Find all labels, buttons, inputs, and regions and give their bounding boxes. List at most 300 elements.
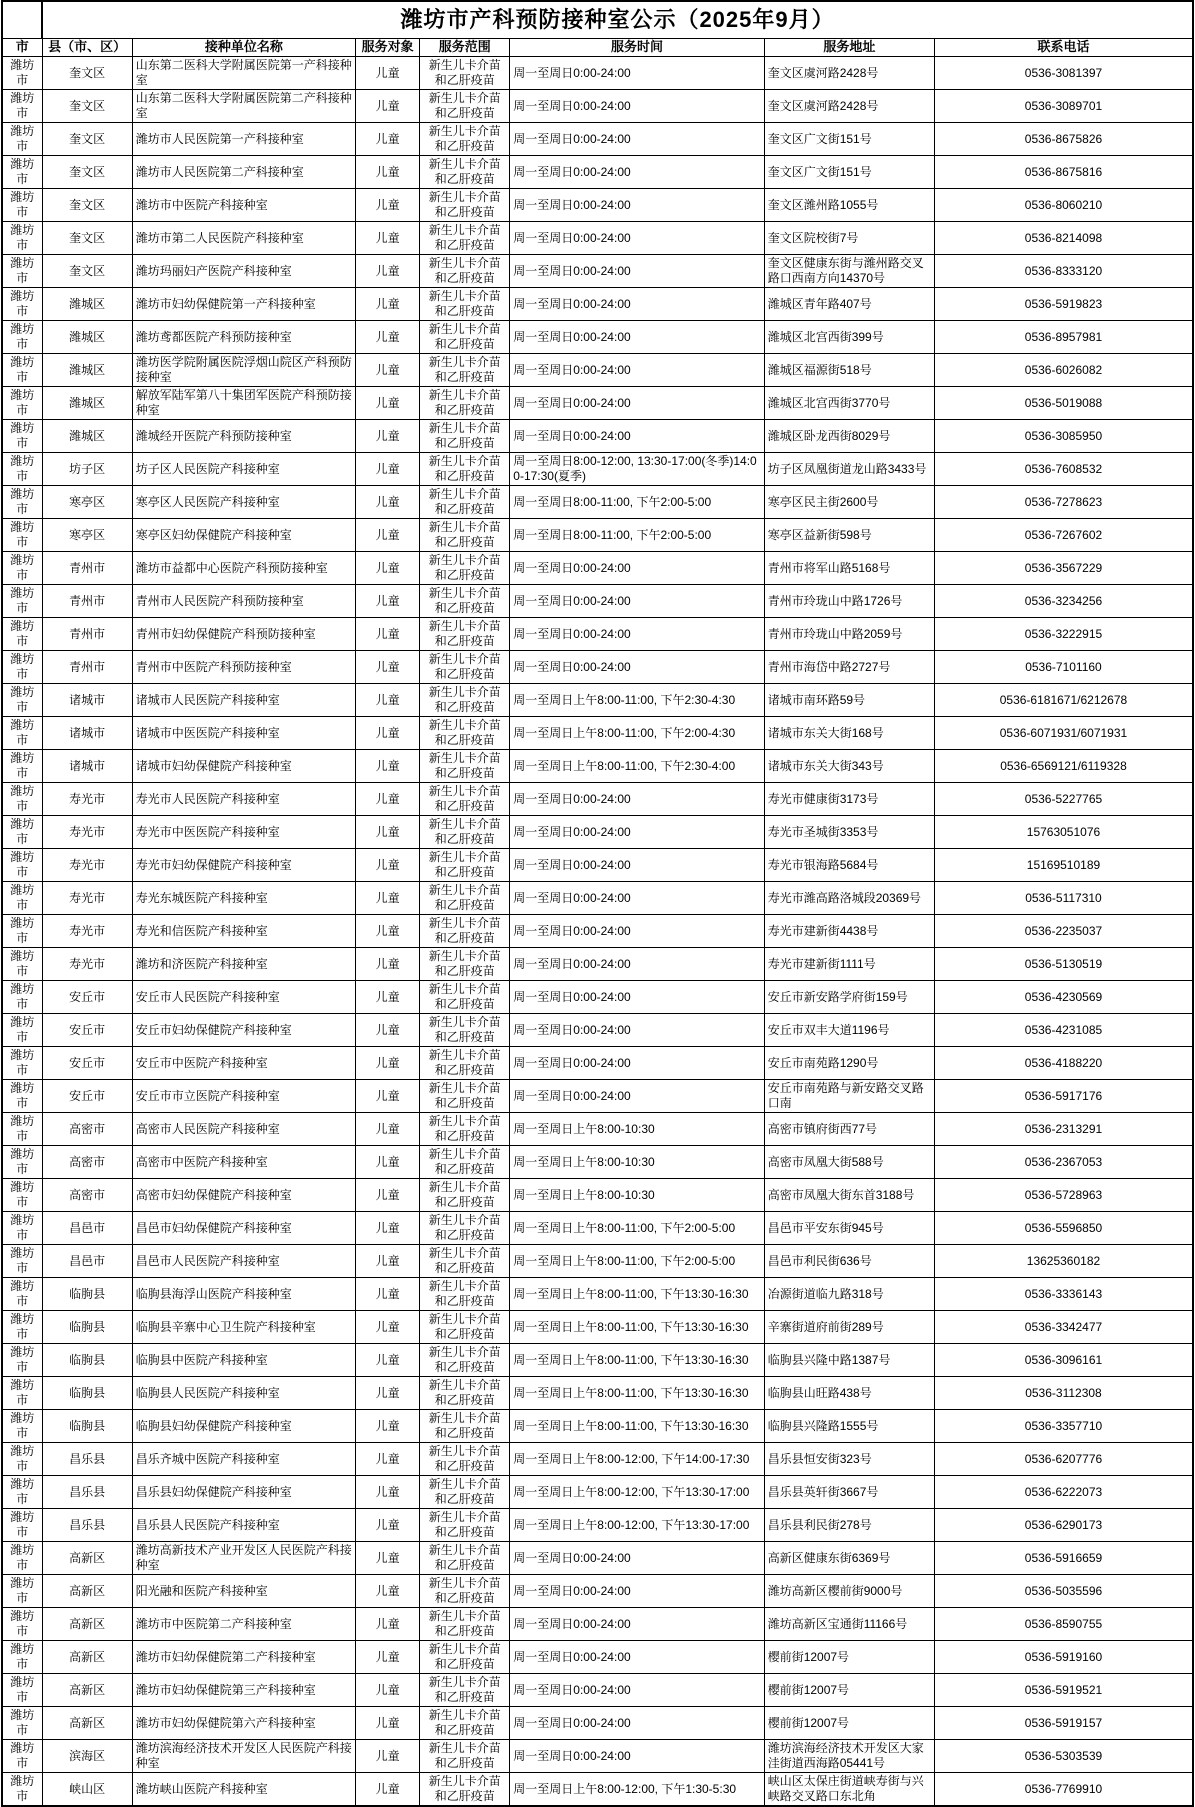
cell-unit: 临朐县妇幼保健院产科接种室: [132, 1410, 355, 1443]
cell-city: 潍坊市: [2, 1575, 42, 1608]
cell-target: 儿童: [356, 519, 420, 552]
cell-scope: 新生儿卡介苗和乙肝疫苗: [420, 981, 510, 1014]
cell-city: 潍坊市: [2, 1377, 42, 1410]
cell-scope: 新生儿卡介苗和乙肝疫苗: [420, 1443, 510, 1476]
cell-city: 潍坊市: [2, 1047, 42, 1080]
cell-address: 昌邑市利民街636号: [764, 1245, 934, 1278]
cell-target: 儿童: [356, 1113, 420, 1146]
cell-phone: 0536-5917176: [934, 1080, 1193, 1113]
cell-city: 潍坊市: [2, 321, 42, 354]
cell-time: 周一至周日上午8:00-12:00, 下午13:30-17:00: [510, 1509, 764, 1542]
cell-scope: 新生儿卡介苗和乙肝疫苗: [420, 948, 510, 981]
cell-city: 潍坊市: [2, 651, 42, 684]
cell-unit: 昌乐县人民医院产科接种室: [132, 1509, 355, 1542]
cell-unit: 高密市中医院产科接种室: [132, 1146, 355, 1179]
cell-scope: 新生儿卡介苗和乙肝疫苗: [420, 816, 510, 849]
cell-unit: 潍坊市妇幼保健院第六产科接种室: [132, 1707, 355, 1740]
cell-target: 儿童: [356, 57, 420, 90]
cell-target: 儿童: [356, 1410, 420, 1443]
cell-phone: 0536-5919157: [934, 1707, 1193, 1740]
table-row: [2, 1542, 1193, 1575]
cell-scope: 新生儿卡介苗和乙肝疫苗: [420, 321, 510, 354]
cell-district: 峡山区: [42, 1773, 132, 1807]
table-row: [2, 717, 1193, 750]
col-header-phone: 联系电话: [934, 39, 1193, 57]
cell-time: 周一至周日0:00-24:00: [510, 651, 764, 684]
cell-district: 潍城区: [42, 387, 132, 420]
cell-city: 潍坊市: [2, 1410, 42, 1443]
cell-phone: 0536-3089701: [934, 90, 1193, 123]
cell-district: 寿光市: [42, 816, 132, 849]
cell-scope: 新生儿卡介苗和乙肝疫苗: [420, 915, 510, 948]
cell-scope: 新生儿卡介苗和乙肝疫苗: [420, 387, 510, 420]
cell-scope: 新生儿卡介苗和乙肝疫苗: [420, 288, 510, 321]
cell-city: 潍坊市: [2, 1179, 42, 1212]
table-row: [2, 948, 1193, 981]
cell-district: 青州市: [42, 552, 132, 585]
cell-city: 潍坊市: [2, 519, 42, 552]
cell-time: 周一至周日0:00-24:00: [510, 618, 764, 651]
cell-time: 周一至周日0:00-24:00: [510, 321, 764, 354]
table-row: [2, 618, 1193, 651]
table-row: [2, 222, 1193, 255]
cell-address: 寿光市圣城街3353号: [764, 816, 934, 849]
cell-scope: 新生儿卡介苗和乙肝疫苗: [420, 1047, 510, 1080]
cell-target: 儿童: [356, 1707, 420, 1740]
cell-city: 潍坊市: [2, 684, 42, 717]
cell-target: 儿童: [356, 1377, 420, 1410]
cell-unit: 山东第二医科大学附属医院第一产科接种室: [132, 57, 355, 90]
table-row: [2, 1113, 1193, 1146]
cell-time: 周一至周日0:00-24:00: [510, 585, 764, 618]
cell-city: 潍坊市: [2, 849, 42, 882]
table-row: [2, 1575, 1193, 1608]
cell-city: 潍坊市: [2, 1344, 42, 1377]
cell-city: 潍坊市: [2, 420, 42, 453]
cell-time: 周一至周日0:00-24:00: [510, 57, 764, 90]
cell-address: 青州市玲珑山中路2059号: [764, 618, 934, 651]
col-header-time: 服务时间: [510, 39, 764, 57]
cell-phone: 13625360182: [934, 1245, 1193, 1278]
cell-address: 潍坊高新区宝通街11166号: [764, 1608, 934, 1641]
cell-time: 周一至周日上午8:00-11:00, 下午13:30-16:30: [510, 1311, 764, 1344]
cell-district: 高密市: [42, 1146, 132, 1179]
cell-scope: 新生儿卡介苗和乙肝疫苗: [420, 1674, 510, 1707]
cell-target: 儿童: [356, 882, 420, 915]
table-row: [2, 156, 1193, 189]
cell-time: 周一至周日0:00-24:00: [510, 552, 764, 585]
cell-phone: 0536-5035596: [934, 1575, 1193, 1608]
cell-district: 奎文区: [42, 189, 132, 222]
cell-phone: 15763051076: [934, 816, 1193, 849]
table-row: [2, 57, 1193, 90]
cell-time: 周一至周日0:00-24:00: [510, 1014, 764, 1047]
cell-time: 周一至周日0:00-24:00: [510, 915, 764, 948]
cell-scope: 新生儿卡介苗和乙肝疫苗: [420, 1641, 510, 1674]
cell-time: 周一至周日上午8:00-10:30: [510, 1146, 764, 1179]
cell-city: 潍坊市: [2, 1608, 42, 1641]
cell-target: 儿童: [356, 321, 420, 354]
cell-district: 昌乐县: [42, 1443, 132, 1476]
table-row: [2, 651, 1193, 684]
cell-target: 儿童: [356, 1641, 420, 1674]
cell-address: 临朐县兴隆中路1387号: [764, 1344, 934, 1377]
table-row: [2, 1773, 1193, 1807]
cell-phone: 0536-6569121/6119328: [934, 750, 1193, 783]
cell-district: 安丘市: [42, 1014, 132, 1047]
cell-phone: 0536-4231085: [934, 1014, 1193, 1047]
cell-unit: 潍坊市人民医院第二产科接种室: [132, 156, 355, 189]
cell-address: 樱前街12007号: [764, 1707, 934, 1740]
cell-scope: 新生儿卡介苗和乙肝疫苗: [420, 255, 510, 288]
cell-unit: 寿光东城医院产科接种室: [132, 882, 355, 915]
cell-time: 周一至周日0:00-24:00: [510, 849, 764, 882]
cell-city: 潍坊市: [2, 1278, 42, 1311]
cell-phone: 0536-3112308: [934, 1377, 1193, 1410]
cell-city: 潍坊市: [2, 90, 42, 123]
cell-unit: 潍坊市中医院第二产科接种室: [132, 1608, 355, 1641]
cell-district: 高新区: [42, 1707, 132, 1740]
cell-unit: 青州市妇幼保健院产科预防接种室: [132, 618, 355, 651]
cell-time: 周一至周日0:00-24:00: [510, 1047, 764, 1080]
cell-scope: 新生儿卡介苗和乙肝疫苗: [420, 354, 510, 387]
cell-district: 潍城区: [42, 354, 132, 387]
corner-cell: [2, 1, 42, 39]
cell-target: 儿童: [356, 1014, 420, 1047]
vaccination-room-table: [1, 0, 1194, 1807]
cell-district: 高新区: [42, 1542, 132, 1575]
cell-city: 潍坊市: [2, 453, 42, 486]
cell-address: 樱前街12007号: [764, 1674, 934, 1707]
cell-address: 寿光市银海路5684号: [764, 849, 934, 882]
cell-scope: 新生儿卡介苗和乙肝疫苗: [420, 552, 510, 585]
cell-unit: 潍城经开医院产科预防接种室: [132, 420, 355, 453]
cell-unit: 寒亭区人民医院产科接种室: [132, 486, 355, 519]
cell-target: 儿童: [356, 1542, 420, 1575]
cell-scope: 新生儿卡介苗和乙肝疫苗: [420, 1476, 510, 1509]
cell-target: 儿童: [356, 1608, 420, 1641]
cell-scope: 新生儿卡介苗和乙肝疫苗: [420, 1575, 510, 1608]
cell-time: 周一至周日0:00-24:00: [510, 189, 764, 222]
cell-target: 儿童: [356, 420, 420, 453]
table-row: [2, 981, 1193, 1014]
cell-target: 儿童: [356, 222, 420, 255]
cell-city: 潍坊市: [2, 354, 42, 387]
cell-scope: 新生儿卡介苗和乙肝疫苗: [420, 123, 510, 156]
cell-time: 周一至周日上午8:00-11:00, 下午13:30-16:30: [510, 1377, 764, 1410]
cell-city: 潍坊市: [2, 57, 42, 90]
cell-address: 青州市海岱中路2727号: [764, 651, 934, 684]
cell-phone: 0536-3567229: [934, 552, 1193, 585]
cell-phone: 0536-6071931/6071931: [934, 717, 1193, 750]
cell-phone: 0536-6207776: [934, 1443, 1193, 1476]
table-row: [2, 1509, 1193, 1542]
cell-time: 周一至周日上午8:00-11:00, 下午2:00-5:00: [510, 1212, 764, 1245]
cell-city: 潍坊市: [2, 1674, 42, 1707]
cell-city: 潍坊市: [2, 1773, 42, 1807]
cell-unit: 潍坊高新技术产业开发区人民医院产科接种室: [132, 1542, 355, 1575]
cell-target: 儿童: [356, 1773, 420, 1807]
cell-address: 奎文区院校街7号: [764, 222, 934, 255]
cell-unit: 诸城市妇幼保健院产科接种室: [132, 750, 355, 783]
cell-address: 高密市凤凰大街588号: [764, 1146, 934, 1179]
cell-unit: 安丘市中医院产科接种室: [132, 1047, 355, 1080]
cell-district: 诸城市: [42, 750, 132, 783]
table-row: [2, 486, 1193, 519]
cell-scope: 新生儿卡介苗和乙肝疫苗: [420, 486, 510, 519]
cell-phone: 0536-7608532: [934, 453, 1193, 486]
cell-address: 昌乐县英轩街3667号: [764, 1476, 934, 1509]
cell-target: 儿童: [356, 849, 420, 882]
cell-city: 潍坊市: [2, 1014, 42, 1047]
cell-target: 儿童: [356, 948, 420, 981]
header-row: [2, 39, 1193, 57]
cell-scope: 新生儿卡介苗和乙肝疫苗: [420, 1245, 510, 1278]
cell-city: 潍坊市: [2, 1443, 42, 1476]
cell-unit: 解放军陆军第八十集团军医院产科预防接种室: [132, 387, 355, 420]
cell-unit: 临朐县辛寨中心卫生院产科接种室: [132, 1311, 355, 1344]
table-row: [2, 1080, 1193, 1113]
cell-city: 潍坊市: [2, 486, 42, 519]
cell-phone: 0536-3081397: [934, 57, 1193, 90]
cell-scope: 新生儿卡介苗和乙肝疫苗: [420, 1278, 510, 1311]
cell-scope: 新生儿卡介苗和乙肝疫苗: [420, 1542, 510, 1575]
cell-target: 儿童: [356, 783, 420, 816]
cell-address: 寿光市潍高路洛城段20369号: [764, 882, 934, 915]
table-row: [2, 1245, 1193, 1278]
cell-district: 奎文区: [42, 90, 132, 123]
cell-district: 安丘市: [42, 1080, 132, 1113]
cell-unit: 安丘市市立医院产科接种室: [132, 1080, 355, 1113]
cell-phone: 0536-5227765: [934, 783, 1193, 816]
cell-time: 周一至周日0:00-24:00: [510, 288, 764, 321]
cell-city: 潍坊市: [2, 222, 42, 255]
cell-target: 儿童: [356, 1344, 420, 1377]
cell-target: 儿童: [356, 189, 420, 222]
cell-phone: 0536-5303539: [934, 1740, 1193, 1773]
cell-city: 潍坊市: [2, 1476, 42, 1509]
table-row: [2, 354, 1193, 387]
col-header-city: 市: [2, 39, 42, 57]
cell-target: 儿童: [356, 1443, 420, 1476]
cell-phone: 0536-5019088: [934, 387, 1193, 420]
cell-target: 儿童: [356, 981, 420, 1014]
cell-time: 周一至周日上午8:00-10:30: [510, 1113, 764, 1146]
cell-time: 周一至周日0:00-24:00: [510, 123, 764, 156]
cell-city: 潍坊市: [2, 1212, 42, 1245]
cell-district: 昌乐县: [42, 1476, 132, 1509]
cell-address: 寿光市健康街3173号: [764, 783, 934, 816]
cell-unit: 昌乐县妇幼保健院产科接种室: [132, 1476, 355, 1509]
cell-time: 周一至周日0:00-24:00: [510, 1740, 764, 1773]
cell-district: 诸城市: [42, 684, 132, 717]
cell-target: 儿童: [356, 585, 420, 618]
cell-phone: 0536-4188220: [934, 1047, 1193, 1080]
cell-address: 青州市玲珑山中路1726号: [764, 585, 934, 618]
cell-unit: 昌邑市人民医院产科接种室: [132, 1245, 355, 1278]
cell-phone: 0536-6290173: [934, 1509, 1193, 1542]
cell-district: 高密市: [42, 1113, 132, 1146]
cell-target: 儿童: [356, 453, 420, 486]
cell-city: 潍坊市: [2, 387, 42, 420]
cell-city: 潍坊市: [2, 1707, 42, 1740]
cell-target: 儿童: [356, 915, 420, 948]
cell-time: 周一至周日0:00-24:00: [510, 882, 764, 915]
cell-district: 高新区: [42, 1641, 132, 1674]
cell-phone: 0536-3222915: [934, 618, 1193, 651]
cell-phone: 0536-3096161: [934, 1344, 1193, 1377]
cell-district: 青州市: [42, 618, 132, 651]
cell-target: 儿童: [356, 684, 420, 717]
cell-time: 周一至周日0:00-24:00: [510, 816, 764, 849]
cell-unit: 寿光市人民医院产科接种室: [132, 783, 355, 816]
cell-phone: 0536-5117310: [934, 882, 1193, 915]
cell-scope: 新生儿卡介苗和乙肝疫苗: [420, 90, 510, 123]
cell-target: 儿童: [356, 1278, 420, 1311]
cell-time: 周一至周日0:00-24:00: [510, 1542, 764, 1575]
cell-district: 青州市: [42, 651, 132, 684]
cell-district: 潍城区: [42, 420, 132, 453]
cell-unit: 寒亭区妇幼保健院产科接种室: [132, 519, 355, 552]
table-row: [2, 1674, 1193, 1707]
cell-target: 儿童: [356, 1674, 420, 1707]
table-row: [2, 552, 1193, 585]
cell-city: 潍坊市: [2, 288, 42, 321]
cell-district: 寿光市: [42, 915, 132, 948]
table-row: [2, 1377, 1193, 1410]
cell-address: 潍坊滨海经济技术开发区大家洼街道西海路05441号: [764, 1740, 934, 1773]
cell-district: 奎文区: [42, 57, 132, 90]
cell-district: 滨海区: [42, 1740, 132, 1773]
cell-scope: 新生儿卡介苗和乙肝疫苗: [420, 156, 510, 189]
cell-time: 周一至周日0:00-24:00: [510, 1674, 764, 1707]
cell-scope: 新生儿卡介苗和乙肝疫苗: [420, 1311, 510, 1344]
col-header-scope: 服务范围: [420, 39, 510, 57]
table-row: [2, 1740, 1193, 1773]
cell-phone: 0536-8333120: [934, 255, 1193, 288]
cell-phone: 0536-2313291: [934, 1113, 1193, 1146]
cell-district: 高新区: [42, 1575, 132, 1608]
cell-unit: 潍坊市妇幼保健院第一产科接种室: [132, 288, 355, 321]
cell-time: 周一至周日0:00-24:00: [510, 90, 764, 123]
cell-address: 坊子区凤凰街道龙山路3433号: [764, 453, 934, 486]
cell-scope: 新生儿卡介苗和乙肝疫苗: [420, 1080, 510, 1113]
cell-city: 潍坊市: [2, 1113, 42, 1146]
cell-phone: 0536-3085950: [934, 420, 1193, 453]
cell-unit: 临朐县中医院产科接种室: [132, 1344, 355, 1377]
cell-address: 高新区健康东街6369号: [764, 1542, 934, 1575]
cell-scope: 新生儿卡介苗和乙肝疫苗: [420, 618, 510, 651]
col-header-target: 服务对象: [356, 39, 420, 57]
cell-unit: 诸城市中医医院产科接种室: [132, 717, 355, 750]
cell-time: 周一至周日0:00-24:00: [510, 420, 764, 453]
cell-unit: 青州市人民医院产科预防接种室: [132, 585, 355, 618]
cell-phone: 0536-8675826: [934, 123, 1193, 156]
cell-district: 奎文区: [42, 222, 132, 255]
table-row: [2, 1608, 1193, 1641]
cell-city: 潍坊市: [2, 1146, 42, 1179]
cell-district: 奎文区: [42, 255, 132, 288]
cell-phone: 0536-3234256: [934, 585, 1193, 618]
table-row: [2, 321, 1193, 354]
cell-district: 安丘市: [42, 981, 132, 1014]
cell-time: 周一至周日上午8:00-11:00, 下午13:30-16:30: [510, 1278, 764, 1311]
cell-district: 坊子区: [42, 453, 132, 486]
cell-time: 周一至周日0:00-24:00: [510, 1575, 764, 1608]
table-row: [2, 684, 1193, 717]
cell-target: 儿童: [356, 90, 420, 123]
table-row: [2, 453, 1193, 486]
cell-city: 潍坊市: [2, 618, 42, 651]
cell-scope: 新生儿卡介苗和乙肝疫苗: [420, 453, 510, 486]
cell-address: 奎文区广文街151号: [764, 156, 934, 189]
cell-phone: 0536-6181671/6212678: [934, 684, 1193, 717]
cell-target: 儿童: [356, 717, 420, 750]
cell-city: 潍坊市: [2, 1311, 42, 1344]
cell-district: 临朐县: [42, 1344, 132, 1377]
cell-address: 诸城市东关大街343号: [764, 750, 934, 783]
table-row: [2, 123, 1193, 156]
cell-address: 安丘市南苑路1290号: [764, 1047, 934, 1080]
cell-address: 诸城市南环路59号: [764, 684, 934, 717]
cell-phone: 0536-5919823: [934, 288, 1193, 321]
cell-scope: 新生儿卡介苗和乙肝疫苗: [420, 222, 510, 255]
table-row: [2, 1641, 1193, 1674]
cell-time: 周一至周日0:00-24:00: [510, 948, 764, 981]
cell-city: 潍坊市: [2, 585, 42, 618]
cell-time: 周一至周日上午8:00-11:00, 下午2:30-4:00: [510, 750, 764, 783]
table-row: [2, 1014, 1193, 1047]
table-row: [2, 255, 1193, 288]
cell-time: 周一至周日0:00-24:00: [510, 222, 764, 255]
cell-scope: 新生儿卡介苗和乙肝疫苗: [420, 57, 510, 90]
cell-unit: 潍坊滨海经济技术开发区人民医院产科接种室: [132, 1740, 355, 1773]
cell-address: 冶源街道临九路318号: [764, 1278, 934, 1311]
cell-unit: 安丘市妇幼保健院产科接种室: [132, 1014, 355, 1047]
cell-phone: 0536-7267602: [934, 519, 1193, 552]
cell-city: 潍坊市: [2, 750, 42, 783]
table-row: [2, 585, 1193, 618]
cell-phone: 0536-4230569: [934, 981, 1193, 1014]
table-row: [2, 750, 1193, 783]
cell-phone: 0536-5728963: [934, 1179, 1193, 1212]
cell-address: 潍坊高新区樱前街9000号: [764, 1575, 934, 1608]
table-row: [2, 783, 1193, 816]
cell-scope: 新生儿卡介苗和乙肝疫苗: [420, 420, 510, 453]
cell-scope: 新生儿卡介苗和乙肝疫苗: [420, 1410, 510, 1443]
cell-address: 奎文区广文街151号: [764, 123, 934, 156]
cell-city: 潍坊市: [2, 915, 42, 948]
cell-address: 诸城市东关大街168号: [764, 717, 934, 750]
cell-scope: 新生儿卡介苗和乙肝疫苗: [420, 1773, 510, 1807]
cell-target: 儿童: [356, 288, 420, 321]
cell-scope: 新生儿卡介苗和乙肝疫苗: [420, 1113, 510, 1146]
table-row: [2, 1476, 1193, 1509]
cell-time: 周一至周日上午8:00-11:00, 下午2:30-4:30: [510, 684, 764, 717]
cell-district: 临朐县: [42, 1377, 132, 1410]
table-row: [2, 1443, 1193, 1476]
cell-unit: 临朐县人民医院产科接种室: [132, 1377, 355, 1410]
cell-scope: 新生儿卡介苗和乙肝疫苗: [420, 684, 510, 717]
cell-address: 潍城区青年路407号: [764, 288, 934, 321]
cell-district: 临朐县: [42, 1410, 132, 1443]
cell-address: 昌邑市平安东街945号: [764, 1212, 934, 1245]
cell-target: 儿童: [356, 1740, 420, 1773]
cell-scope: 新生儿卡介苗和乙肝疫苗: [420, 783, 510, 816]
cell-city: 潍坊市: [2, 1740, 42, 1773]
cell-address: 安丘市双丰大道1196号: [764, 1014, 934, 1047]
cell-phone: 0536-7769910: [934, 1773, 1193, 1807]
